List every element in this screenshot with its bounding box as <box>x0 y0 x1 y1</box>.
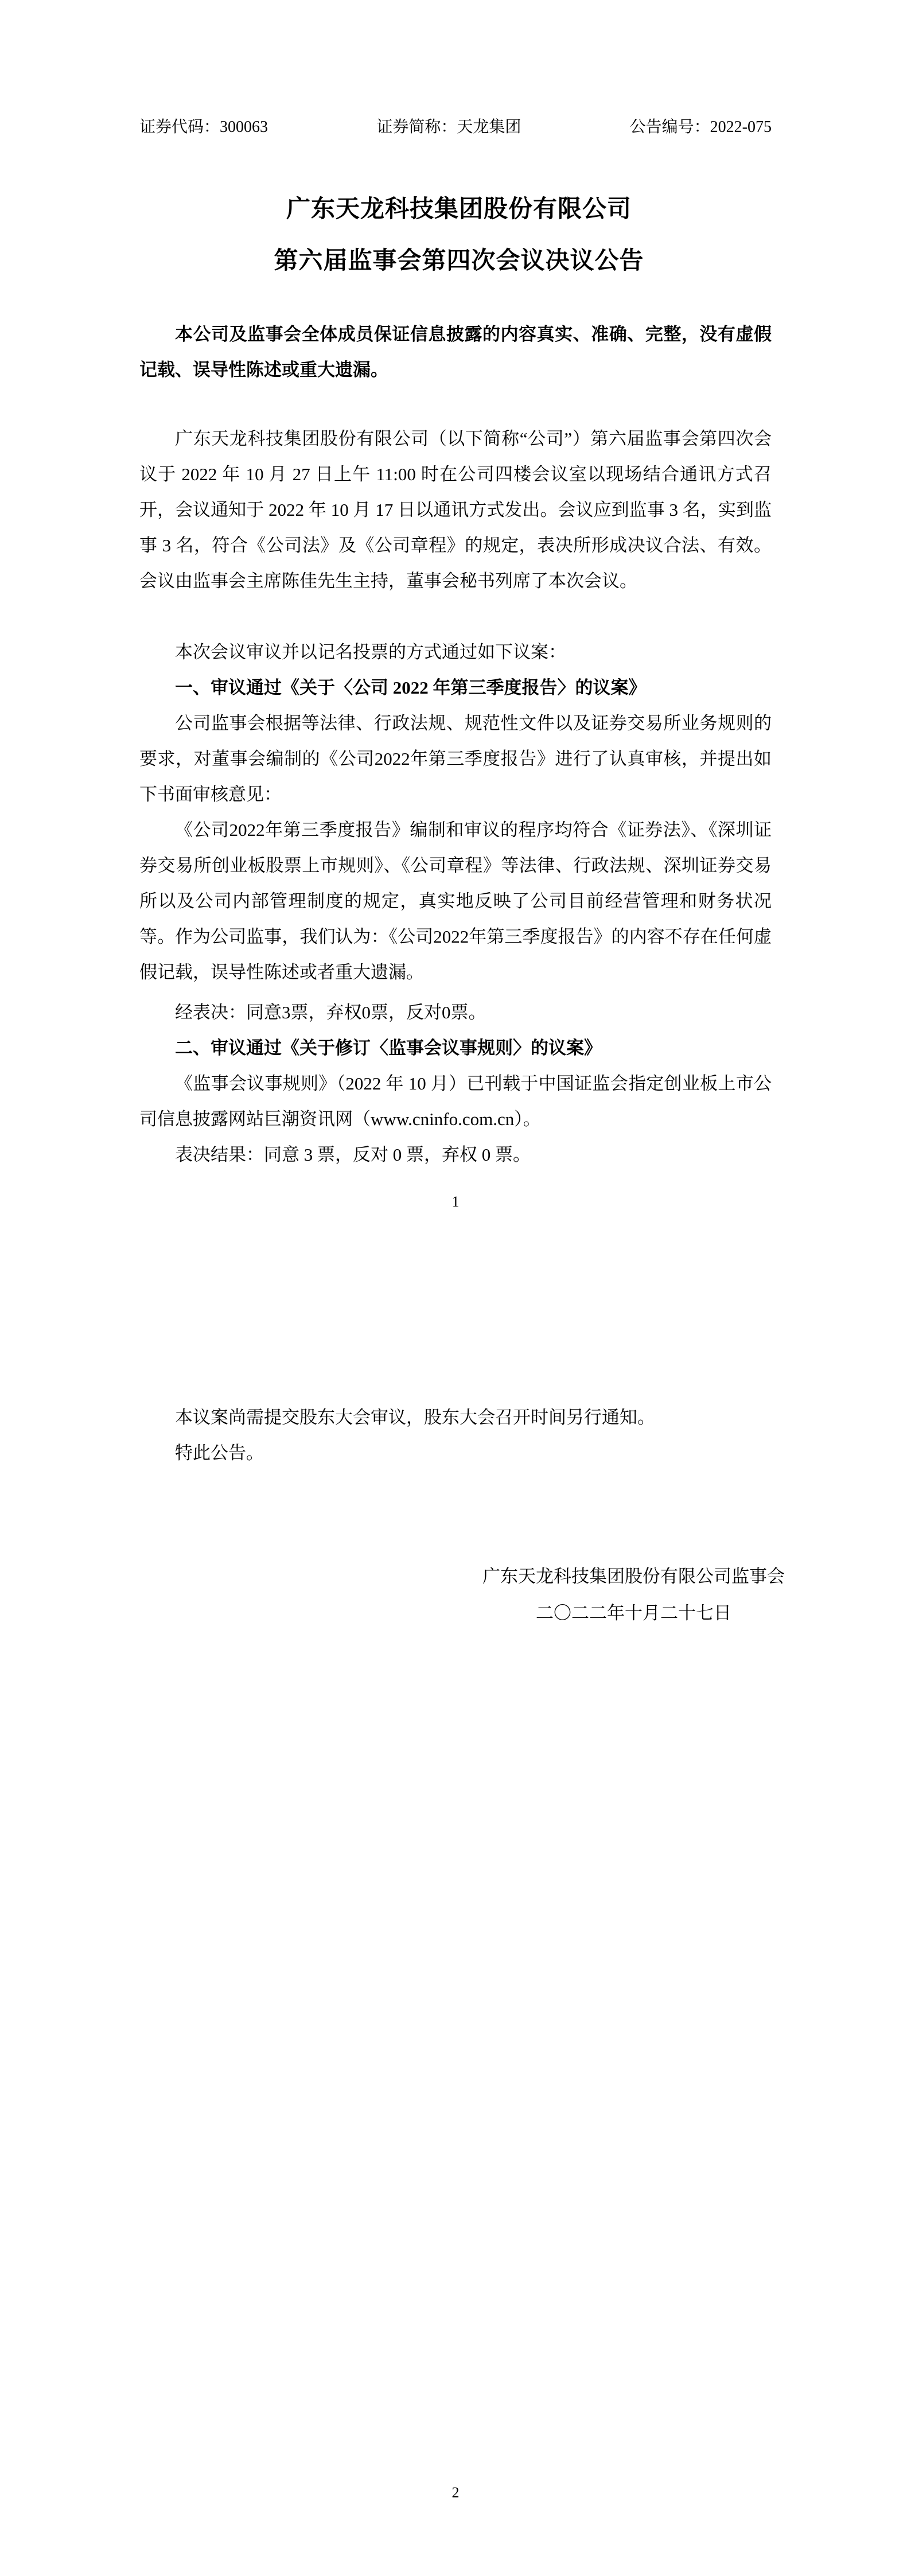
section-heading-item2: 二、审议通过《关于修订〈监事会议事规则〉的议案》 <box>175 1038 602 1058</box>
disclaimer-statement: 本公司及监事会全体成员保证信息披露的内容真实、准确、完整，没有虚假记载、误导性陈述或重大遗漏。 <box>139 324 772 380</box>
signature-company: 广东天龙科技集团股份有限公司监事会 <box>482 1566 785 1586</box>
paragraph-item1-review-basis: 公司监事会根据等法律、行政法规、规范性文件以及证券交易所业务规则的要求，对董事会编制的《公司2022年第三季度报告》进行了认真审核，并提出如下书面审核意见： <box>139 713 772 804</box>
page-number-1: 1 <box>451 1193 460 1210</box>
stock-name: 证券简称：天龙集团 <box>376 118 521 136</box>
section-heading-item1: 一、审议通过《关于〈公司 2022 年第三季度报告〉的议案》 <box>175 678 647 698</box>
page1-content <box>139 317 772 1173</box>
paragraph-shareholder-meeting-notice: 本议案尚需提交股东大会审议，股东大会召开时间另行通知。 <box>175 1407 655 1427</box>
document-header <box>139 117 772 138</box>
paragraph-item2-vote-result: 表决结果：同意 3 票，反对 0 票，弃权 0 票。 <box>175 1145 531 1165</box>
page-number-2: 2 <box>451 2484 460 2501</box>
page2-content <box>139 1400 772 1471</box>
signature-date: 二〇二二年十月二十七日 <box>536 1603 731 1623</box>
document-title-line1: 广东天龙科技集团股份有限公司 <box>286 196 632 223</box>
signature-block <box>482 1558 785 1632</box>
paragraph-item1-opinion: 《公司2022年第三季度报告》编制和审议的程序均符合《证券法》、《深圳证券交易所创业板股票上市规则》、《公司章程》等法律、行政法规、深圳证券交易所以及公司内部管理制度的规定，真实地反映了公司目前经营管理和财务状况等。作为公司监事，我们认为：《公司2022年第三季度报告》的内容不存在任何虚假记载，误导性陈述或者重大遗漏。 <box>139 820 772 982</box>
announcement-number: 公告编号：2022-075 <box>629 118 772 136</box>
paragraph-item1-vote-result: 经表决：同意3票，弃权0票，反对0票。 <box>175 1002 486 1022</box>
paragraph-intro: 本次会议审议并以记名投票的方式通过如下议案： <box>175 642 566 662</box>
stock-code: 证券代码：300063 <box>139 118 268 136</box>
paragraph-meeting-info: 广东天龙科技集团股份有限公司（以下简称“公司”）第六届监事会第四次会议于 2022 年 10 月 27 日上午 11:00 时在公司四楼会议室以现场结合通讯方式召开，会议通知于 2022 年 10 月 17 日以通讯方式发出。会议应到监事 3 名，实到监事 3 名，符合《公司法》及《公司章程》的规定，表决所形成决议合法、有效。会议由监事会主席陈佳先生主持，董事会秘书列席了本次会议。 <box>139 429 772 591</box>
document-title-line2: 第六届监事会第四次会议决议公告 <box>274 248 644 274</box>
paragraph-closing: 特此公告。 <box>175 1443 264 1463</box>
paragraph-item2-disclosure: 《监事会议事规则》（2022 年 10 月）已刊载于中国证监会指定创业板上市公司信息披露网站巨潮资讯网（www.cninfo.com.cn）。 <box>139 1073 772 1129</box>
